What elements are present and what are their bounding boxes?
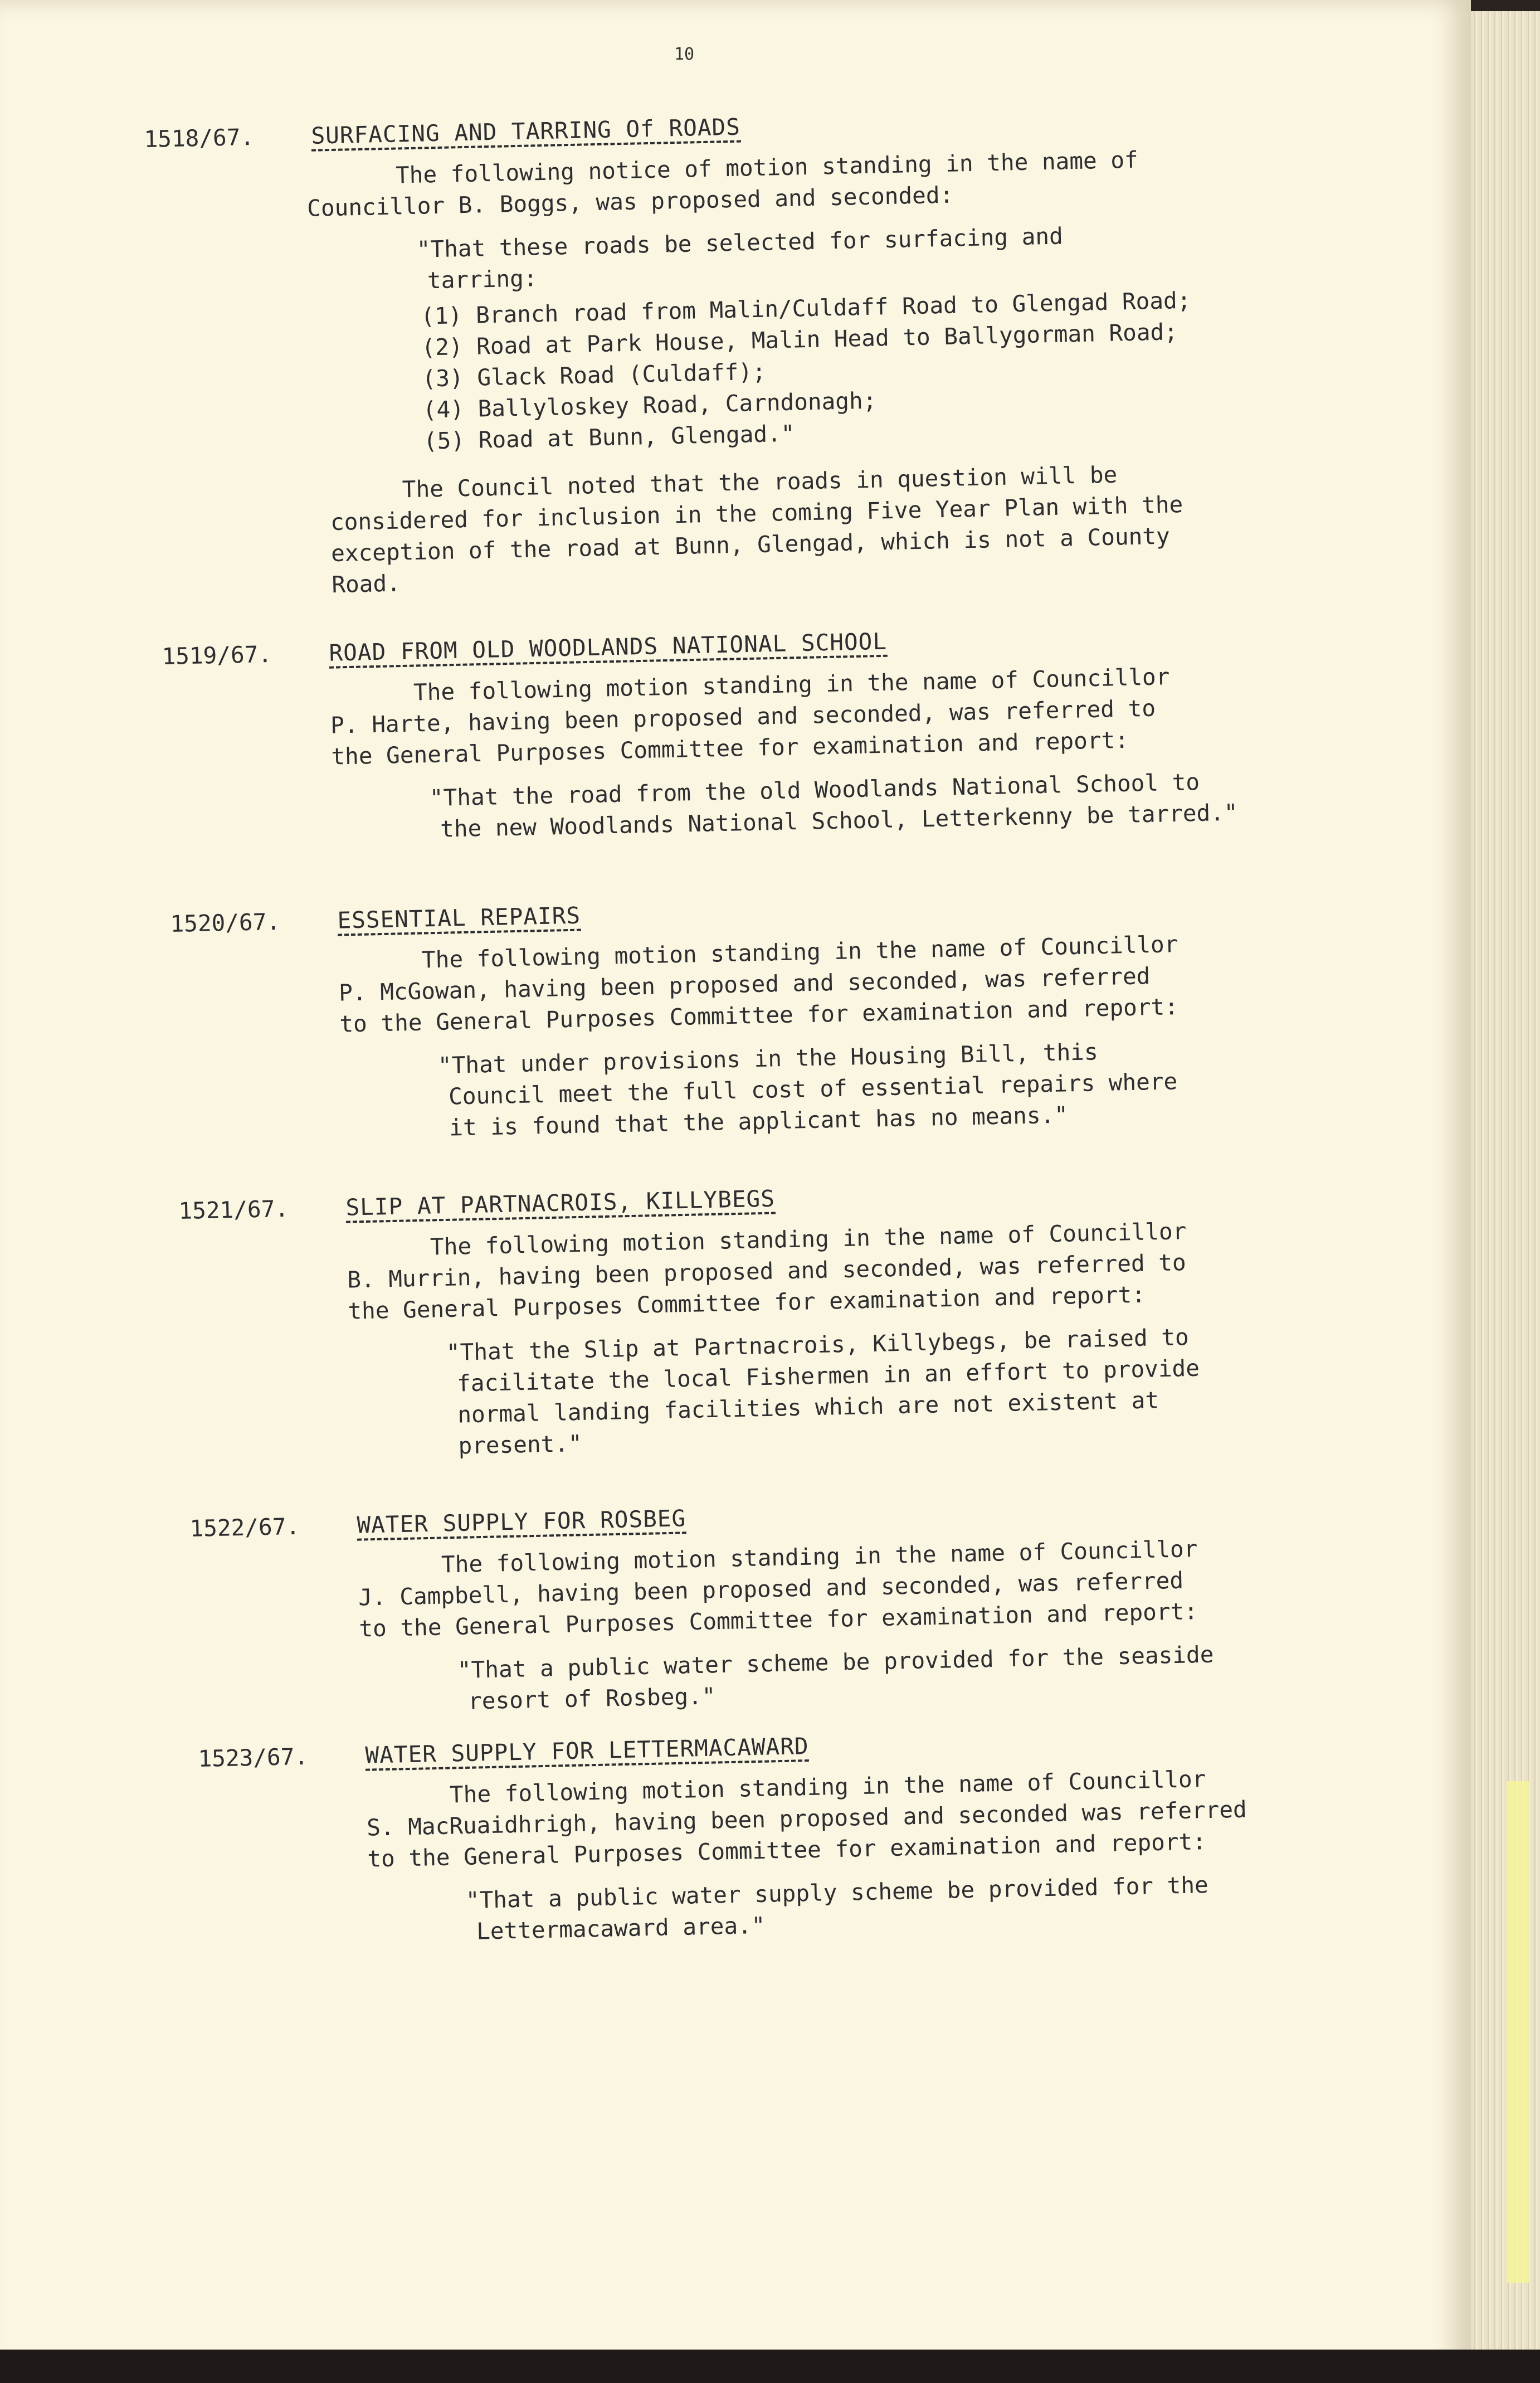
quote-line: Lettermacaward area.": [476, 1912, 766, 1945]
outcome-line: exception of the road at Bunn, Glengad, which is not a County: [330, 522, 1171, 567]
intro-line: J. Campbell, having been proposed and seconded, was referred: [358, 1567, 1184, 1611]
quote-line: the new Woodlands National School, Letterkenny be tarred.": [440, 799, 1239, 843]
intro-line: to the General Purposes Committee for examination and report:: [339, 993, 1179, 1038]
minute-title: ROAD FROM OLD WOODLANDS NATIONAL SCHOOL: [329, 628, 888, 669]
quote-line: "That the road from the old Woodlands National School to: [429, 769, 1200, 811]
quote-line: "That a public water scheme be provided for the seaside: [457, 1641, 1214, 1684]
quote-line: facilitate the local Fishermen in an effort to provide: [456, 1354, 1200, 1397]
page-number: 10: [674, 45, 695, 64]
minute-ref: 1518/67.: [144, 123, 255, 153]
intro-line: The following motion standing in the name of Councillor: [421, 931, 1178, 974]
road-list: [421, 285, 1194, 457]
intro-line: P. Harte, having been proposed and seconded, was referred to: [330, 694, 1156, 739]
minute-title: ESSENTIAL REPAIRS: [337, 902, 581, 936]
quote-line: resort of Rosbeg.": [467, 1682, 716, 1715]
minute-ref: 1520/67.: [170, 908, 281, 937]
intro-line: B. Murrin, having been proposed and seconded, was referred to: [347, 1249, 1187, 1293]
minute-title: WATER SUPPLY FOR ROSBEG: [357, 1505, 686, 1540]
intro-line: to the General Purposes Committee for examination and report:: [367, 1828, 1207, 1873]
quote-line: "That under provisions in the Housing Bill, this: [437, 1038, 1099, 1079]
intro-line: The following motion standing in the name of Councillor: [413, 663, 1170, 706]
minute-title: WATER SUPPLY FOR LETTERMACAWARD: [365, 1733, 809, 1771]
intro-line: The following motion standing in the name of Councillor: [430, 1218, 1187, 1261]
yellow-tab: [1507, 1781, 1529, 2283]
page-edges: [1471, 11, 1540, 2383]
outcome-line: The Council noted that the roads in question will be: [402, 461, 1118, 503]
list-item: (2) Road at Park House, Malin Head to Ballygorman Road;: [421, 318, 1178, 361]
minute-ref: 1519/67.: [162, 640, 272, 670]
intro-line: S. MacRuaidhrigh, having been proposed and seconded was referred: [366, 1796, 1247, 1841]
quote-line: "That these roads be selected for surfacing and: [416, 222, 1064, 263]
quote-line: "That the Slip at Partnacrois, Killybegs, be raised to: [446, 1324, 1190, 1366]
minute-ref: 1521/67.: [178, 1195, 289, 1224]
list-item: (5) Road at Bunn, Glengad.": [423, 420, 795, 455]
scan-border: [0, 2350, 1540, 2383]
intro-line: The following motion standing in the name of Councillor: [441, 1535, 1198, 1578]
minute-ref: 1523/67.: [198, 1743, 309, 1772]
outcome-line: considered for inclusion in the coming Five Year Plan with the: [330, 491, 1183, 536]
intro-line: P. McGowan, having been proposed and seconded, was referred: [338, 962, 1151, 1006]
quote-line: it is found that the applicant has no means.": [449, 1101, 1069, 1141]
intro-line: the General Purposes Committee for examination and report:: [330, 726, 1129, 770]
list-item: (3) Glack Road (Culdaff);: [422, 358, 767, 392]
minute-ref: 1522/67.: [189, 1513, 300, 1542]
outcome-line: Road.: [331, 570, 401, 599]
intro-line: The following notice of motion standing in the name of: [395, 146, 1139, 189]
quote-line: tarring:: [427, 265, 538, 294]
intro-line: the General Purposes Committee for examination and report:: [347, 1281, 1146, 1325]
quote-line: present.": [458, 1429, 583, 1460]
quote-line: Council meet the full cost of essential repairs where: [448, 1068, 1178, 1110]
intro-line: to the General Purposes Committee for examination and report:: [358, 1598, 1198, 1642]
intro-line: The following motion standing in the name of Councillor: [449, 1766, 1206, 1808]
minute-title: SURFACING AND TARRING Of ROADS: [311, 114, 740, 152]
list-item: (1) Branch road from Malin/Culdaff Road to Glengad Road;: [420, 286, 1191, 330]
minute-title: SLIP AT PARTNACROIS, KILLYBEGS: [345, 1185, 775, 1223]
quote-line: normal landing facilities which are not existent at: [457, 1387, 1159, 1428]
intro-line: Councillor B. Boggs, was proposed and seconded:: [306, 181, 954, 222]
quote-line: "That a public water supply scheme be provided for the: [465, 1871, 1209, 1914]
list-item: (4) Ballyloskey Road, Carndonagh;: [422, 387, 877, 424]
